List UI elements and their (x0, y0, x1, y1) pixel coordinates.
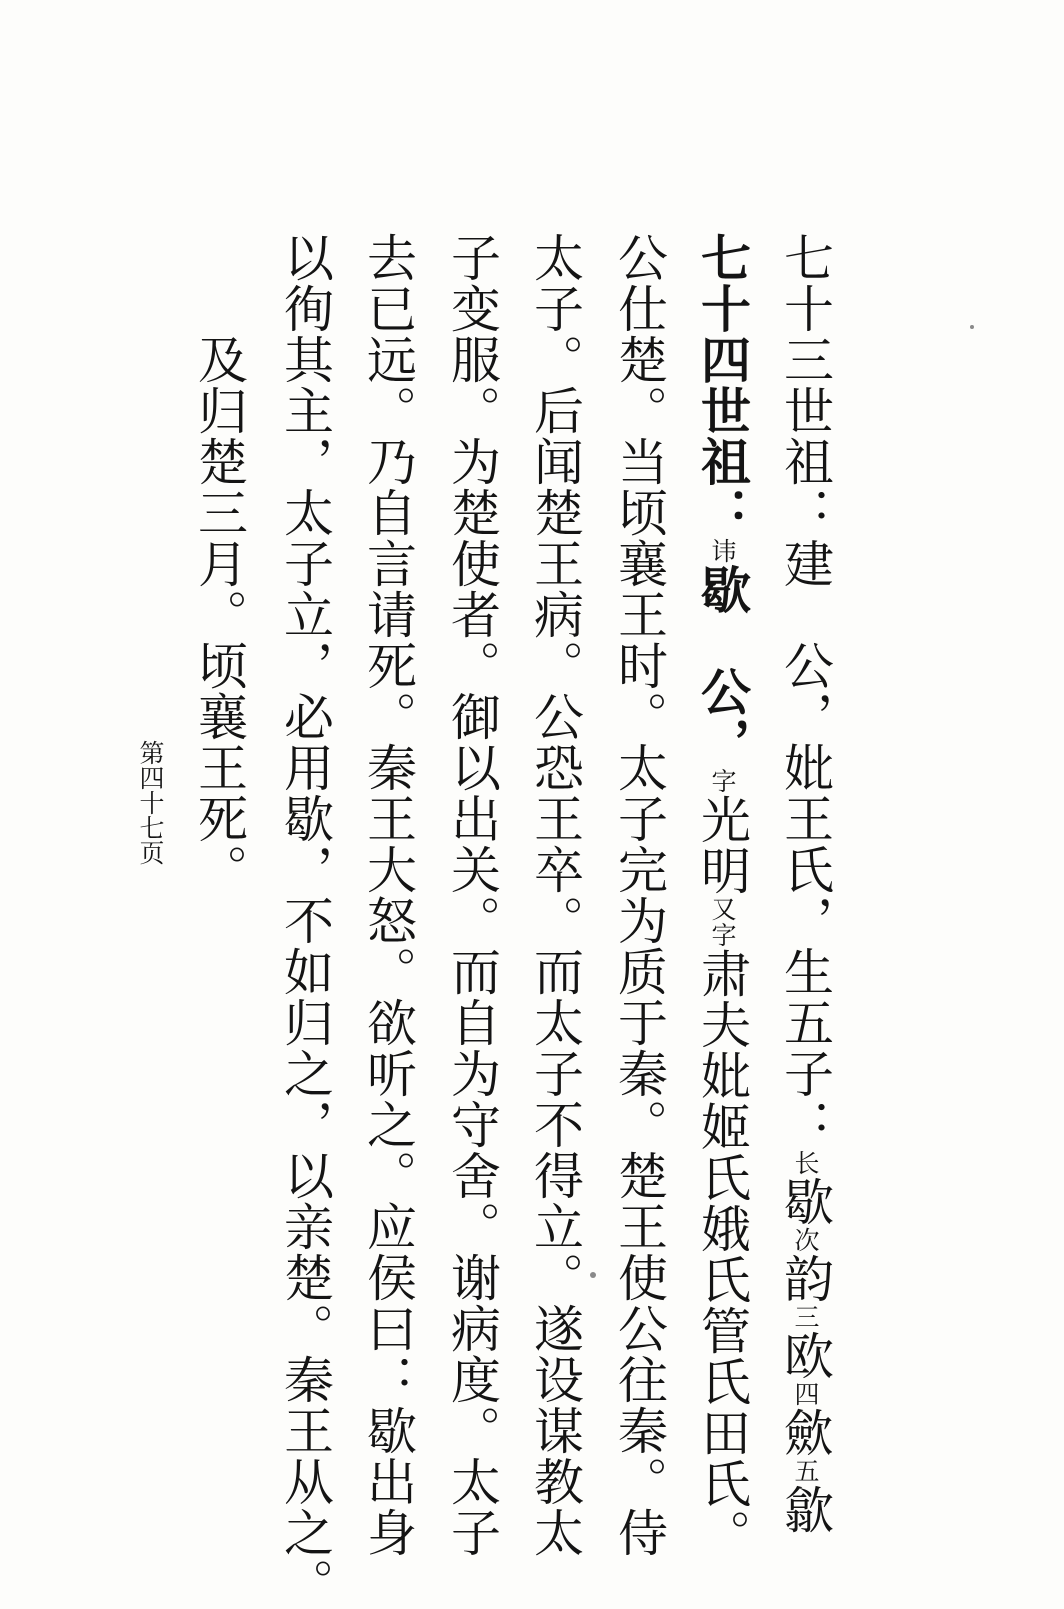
col1-heading: 七十三世祖：建 公，妣王氏，生五子： (776, 232, 834, 1150)
ancestor-name: 歇 公， (693, 564, 752, 768)
courtesy-name-note: 字 (708, 768, 737, 794)
text-column-1 (776, 232, 834, 1535)
scan-speck (970, 325, 974, 329)
scan-speck (590, 1272, 596, 1278)
col2-text: 肃夫妣姬氏娥氏管氏田氏。 (693, 948, 751, 1560)
order-note-2: 次 (791, 1227, 820, 1253)
order-note-3: 三 (791, 1304, 820, 1330)
col2-heading: 七十四世祖： (693, 232, 752, 538)
text-column-8: 及归楚三月。顷襄王死。 (190, 232, 248, 895)
order-note-1: 长 (791, 1150, 820, 1176)
text-column-5: 子变服。为楚使者。御以出关。而自为守舍。谢病度。太子 (443, 232, 501, 1558)
son-name-3: 欧 (776, 1330, 834, 1381)
order-note-5: 五 (791, 1458, 820, 1484)
text-column-6: 去已远。乃自言请死。秦王大怒。欲听之。应侯曰：歇出身 (359, 232, 417, 1558)
page-number: 第四十七页 (136, 740, 165, 865)
courtesy-name: 光明 (693, 794, 751, 896)
text-column-3: 公仕楚。当顷襄王时。太子完为质于秦。楚王使公往秦。侍 (610, 232, 668, 1558)
son-name-4: 歛 (776, 1407, 834, 1458)
son-name-5: 歙 (776, 1484, 834, 1535)
alt-courtesy-note: 又字 (708, 896, 737, 948)
text-column-4: 太子。后闻楚王病。公恐王卒。而太子不得立。遂设谋教太 (526, 232, 584, 1558)
son-name-1: 歇 (776, 1176, 834, 1227)
text-column-7: 以徇其主，太子立，必用歇，不如归之，以亲楚。秦王从之。 (276, 232, 334, 1609)
text-column-2 (693, 232, 752, 1560)
taboo-name-note: 讳 (708, 538, 737, 564)
son-name-2: 韵 (776, 1253, 834, 1304)
order-note-4: 四 (791, 1381, 820, 1407)
